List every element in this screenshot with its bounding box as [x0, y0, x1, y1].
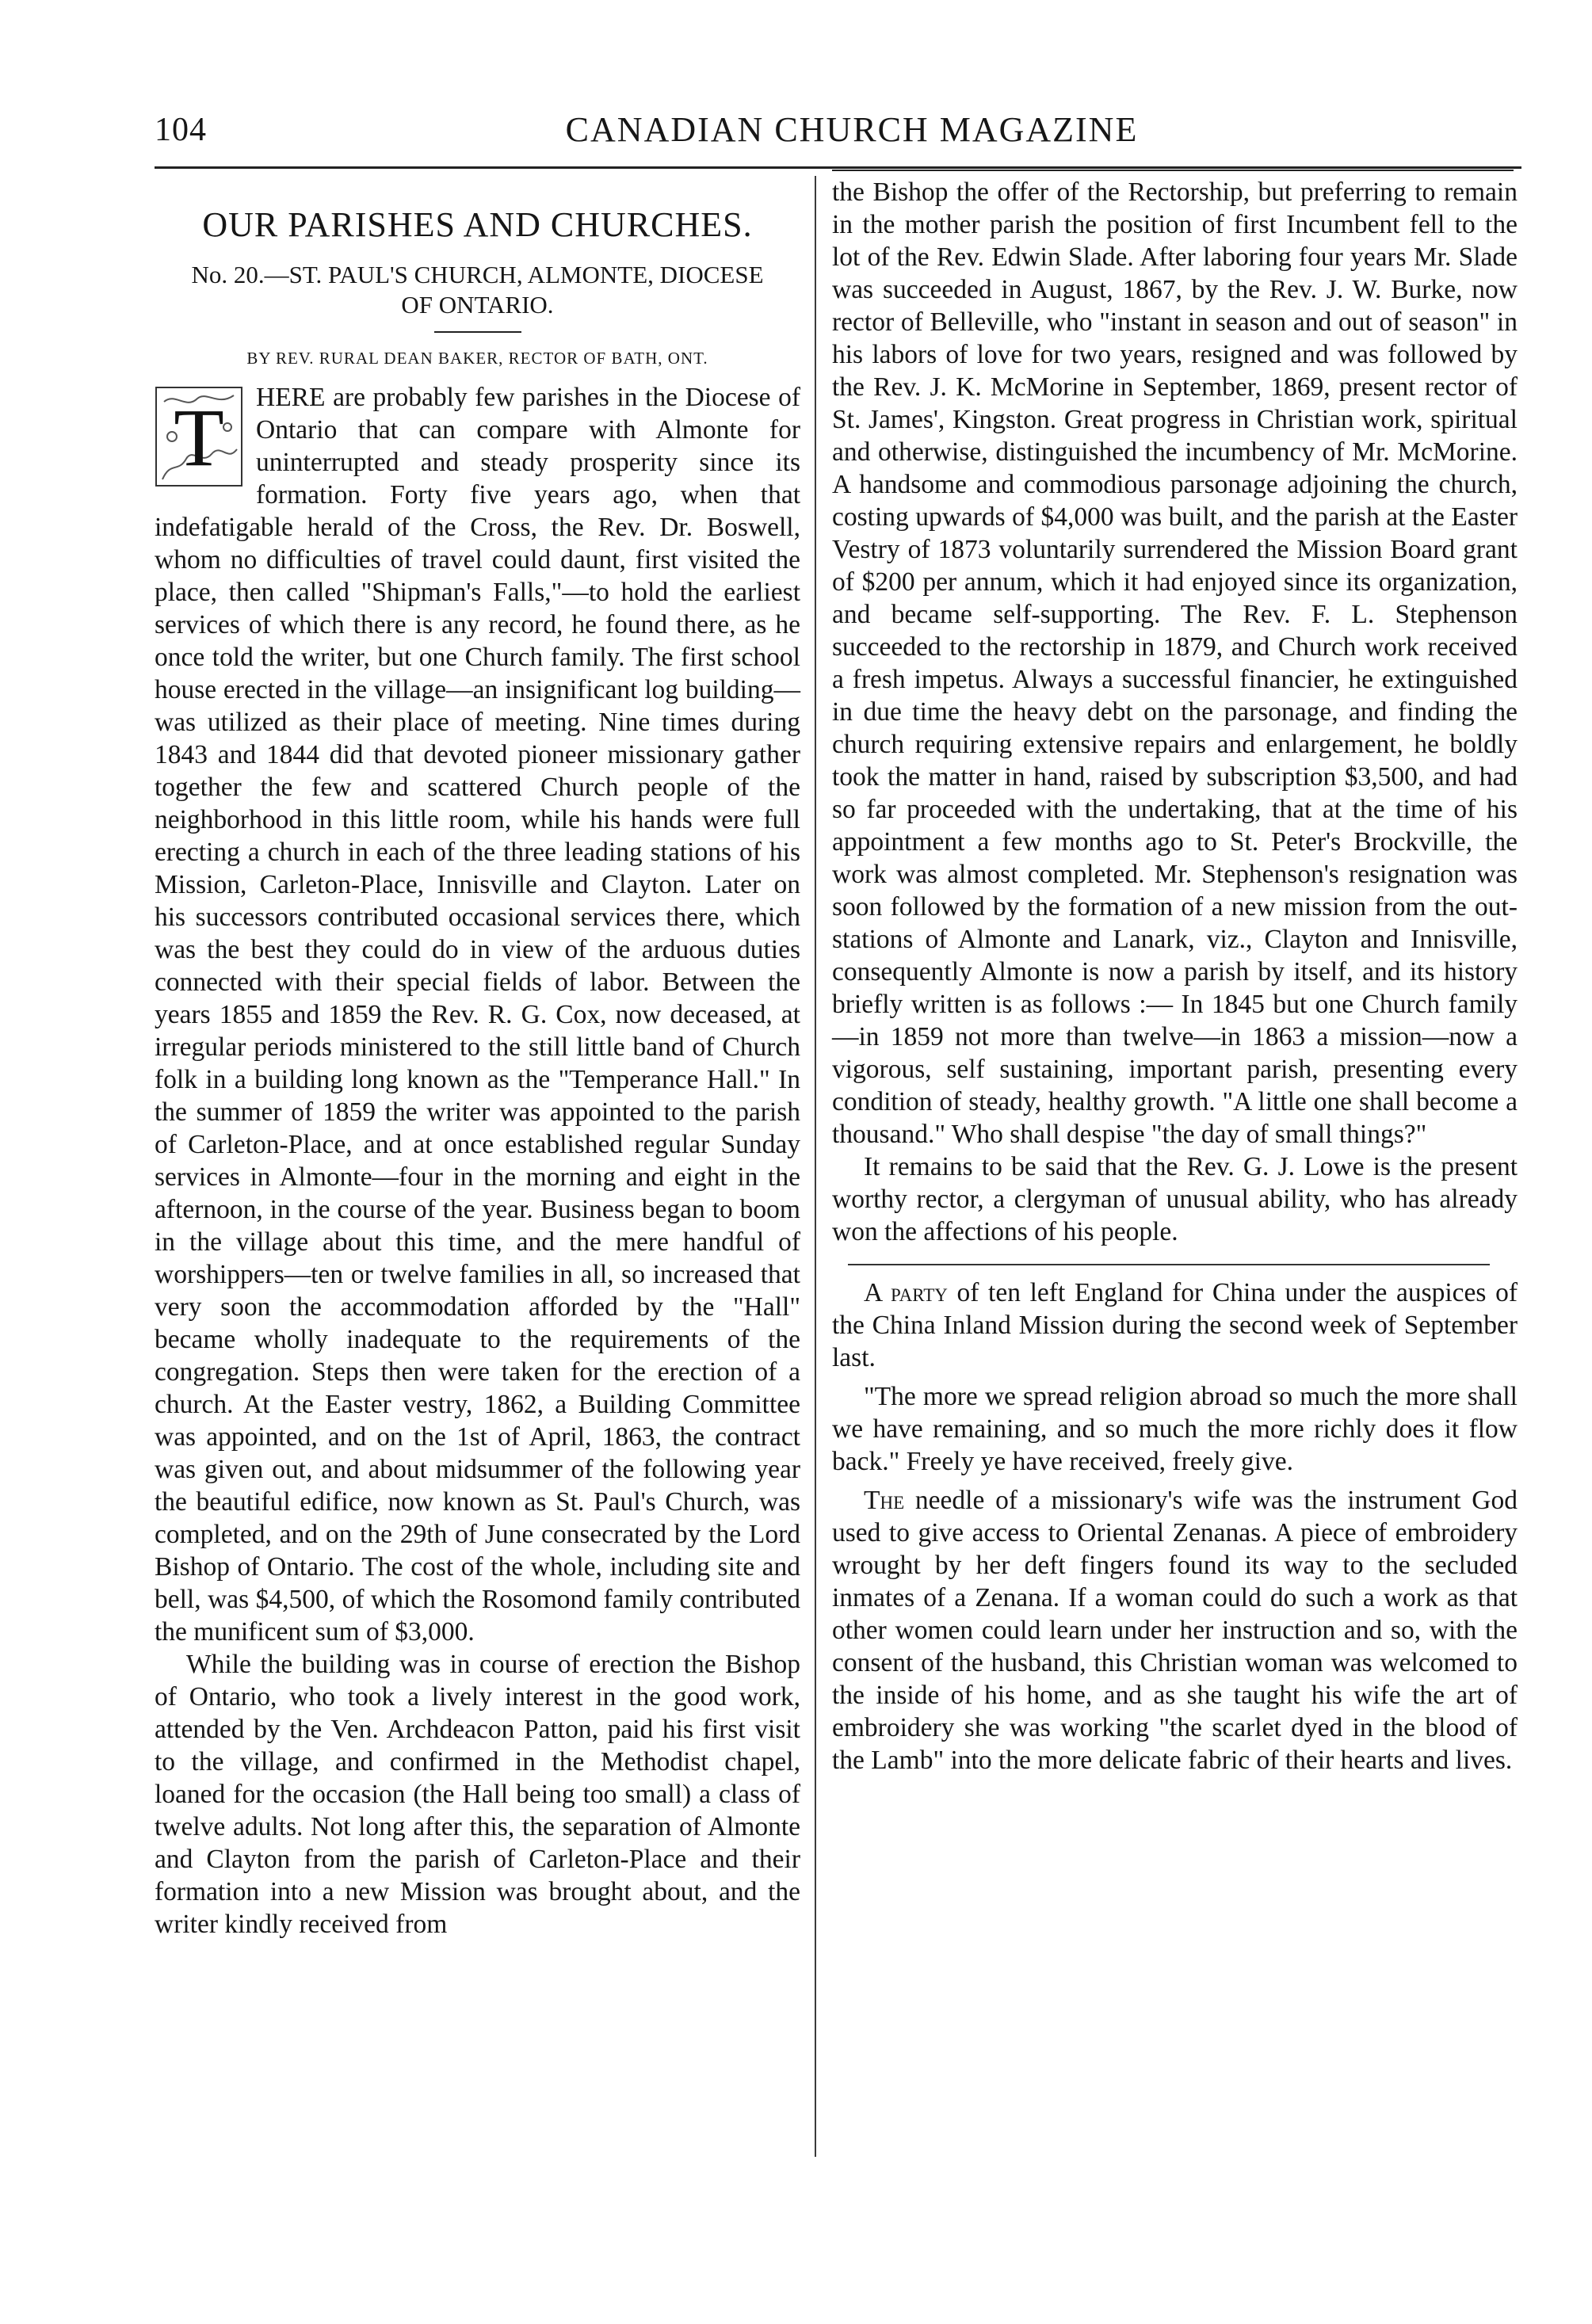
- section-divider: [848, 1264, 1490, 1265]
- right-column: [832, 176, 1518, 1776]
- article-paragraph-2: While the building was in course of erection the Bishop of Ontario, who took a lively interest in the good work, attended by the Ven. Archdeacon Patton, paid his first visit to the village, and confirmed in the Methodist chapel, loaned for the occasion (the Hall being too small) a class of twelve adults. Not long after this, the separation of Almonte and Clayton from the parish of Carleton-Place and their formation into a new Mission was brought about, and the writer kindly received from: [155, 1650, 800, 1939]
- right-column-top-rule: [832, 170, 1514, 171]
- article-paragraph-2-continued: the Bishop the offer of the Rectorship, but preferring to remain in the mother parish the position of first Incumbent fell to the lot of the Rev. Edwin Slade. After laboring four years Mr. Slade was succeeded in August, 1867, by the Rev. J. W. Burke, now rector of Belleville, who "instant in season and out of season" in his labors of love for two years, resigned and was followed by the Rev. J. K. McMorine in September, 1869, present rector of St. James', Kingston. Great progress in Christian work, spiritual and otherwise, distinguished the incumbency of Mr. McMorine. A handsome and commodious parsonage adjoining the church, costing upwards of $4,000 was built, and the parish at the Easter Vestry of 1873 voluntarily surrendered the Mission Board grant of $200 per annum, which it had enjoyed since its organization, and became self-supporting. The Rev. F. L. Stephenson succeeded to the rectorship in 1879, and Church work received a fresh impetus. Always a successful financier, he extinguished in due time the heavy debt on the parsonage, and finding the church requiring extensive repairs and enlargement, he boldly took the matter in hand, raised by subscription $3,500, and had so far proceeded with the undertaking, that at the time of his appointment a few months ago to St. Peter's Brockville, the work was almost completed. Mr. Stephenson's resignation was soon followed by the formation of a new mission from the out-stations of Almonte and Lanark, viz., Clayton and Innisville, consequently Almonte is now a parish by itself, and its history briefly written is as follows :— In 1845 but one Church family—in 1859 not more than twelve—in 1863 a mission—now a vigorous, self sustaining, important parish, presenting every condition of steady, healthy growth. "A little one shall become a thousand." Who shall despise "the day of small things?": [832, 177, 1518, 1149]
- dropcap-letter: T: [174, 392, 224, 483]
- note-2: "The more we spread religion abroad so much the more shall we have remaining, and so much the more richly does it flow back." Freely ye have received, freely give.: [832, 1382, 1518, 1476]
- left-column: [155, 184, 800, 1940]
- note-1-text: of ten left England for China under the auspices of the China Inland Mission during the second week of September last.: [832, 1278, 1518, 1372]
- article-title: OUR PARISHES AND CHURCHES.: [202, 205, 753, 244]
- note-3: [832, 1484, 1518, 1776]
- note-3-text: needle of a missionary's wife was the instrument God used to give access to Oriental Zenanas. A piece of embroidery wrought by her deft fingers found its way to the secluded inmates of a Zenana. If a woman could do such a work as that other women could learn under her instruction and so, with the consent of the husband, this Christian woman was welcomed to the inside of his home, and as she taught his wife the art of embroidery she was working "the scarlet dyed in the blood of the Lamb" into the more delicate fabric of their hearts and lives.: [832, 1486, 1518, 1775]
- column-divider: [815, 176, 816, 2157]
- paragraph-1-text: are probably few parishes in the Diocese of Ontario that can compare with Almonte for uninterrupted and steady prosperity since its formation. Forty five years ago, when that indefatigable herald of the Cross, the Rev. Dr. Boswell, whom no difficulties of travel could daunt, first visited the place, then called "Shipman's Falls,"—to hold the earliest services of which there is any record, he found there, as he once told the writer, but one Church family. The first school house erected in the village—an insignificant log building—was utilized as their place of meeting. Nine times during 1843 and 1844 did that devoted pioneer missionary gather together the few and scattered Church people of the neighborhood in this little room, while his hands were full erecting a church in each of the three leading stations of his Mission, Carleton-Place, Innisville and Clayton. Later on his successors contributed occasional services there, which was the best they could do in view of the arduous duties connected with their special fields of labor. Between the years 1855 and 1859 the Rev. R. G. Cox, now deceased, at irregular periods ministered to the still little band of Church folk in a building long known as the "Temperance Hall." In the summer of 1859 the writer was appointed to the parish of Carleton-Place, and at once established regular Sunday services in Almonte—four in the morning and eight in the afternoon, in the course of the year. Business began to boom in the village about this time, and the mere handful of worshippers—ten or twelve families in all, so increased that very soon the accommodation afforded by the "Hall" became wholly inadequate to the requirements of the congregation. Steps then were taken for the erection of a church. At the Easter vestry, 1862, a Building Committee was appointed, and on the 1st of April, 1863, the contract was given out, and about midsummer of the following year the beautiful edifice, now known as St. Paul's Church, was completed, and on the 29th of June consecrated by the Lord Bishop of Ontario. The cost of the whole, including site and bell, was $4,500, of which the Rosomond family contributed the munificent sum of $3,000.: [155, 383, 800, 1647]
- header-rule: [155, 166, 1521, 169]
- note-3-lead: The: [864, 1486, 905, 1515]
- article-byline: BY REV. RURAL DEAN BAKER, RECTOR OF BATH, ONT.: [246, 349, 708, 368]
- running-title: CANADIAN CHURCH MAGAZINE: [565, 110, 1139, 149]
- note-1: [832, 1276, 1518, 1374]
- article-paragraph-3: It remains to be said that the Rev. G. J. Lowe is the present worthy rector, a clergyman of unusual ability, who has already won the affections of his people.: [832, 1152, 1518, 1246]
- article-paragraph-1: [155, 381, 800, 1648]
- page-number: 104: [155, 112, 207, 148]
- ornamental-initial-icon: [155, 386, 243, 487]
- article-subtitle: No. 20.—ST. PAUL'S CHURCH, ALMONTE, DIOCESE OF ONTARIO.: [191, 261, 764, 319]
- title-rule: [434, 331, 521, 333]
- note-1-lead: A party: [864, 1278, 948, 1307]
- first-word: HERE: [256, 383, 326, 412]
